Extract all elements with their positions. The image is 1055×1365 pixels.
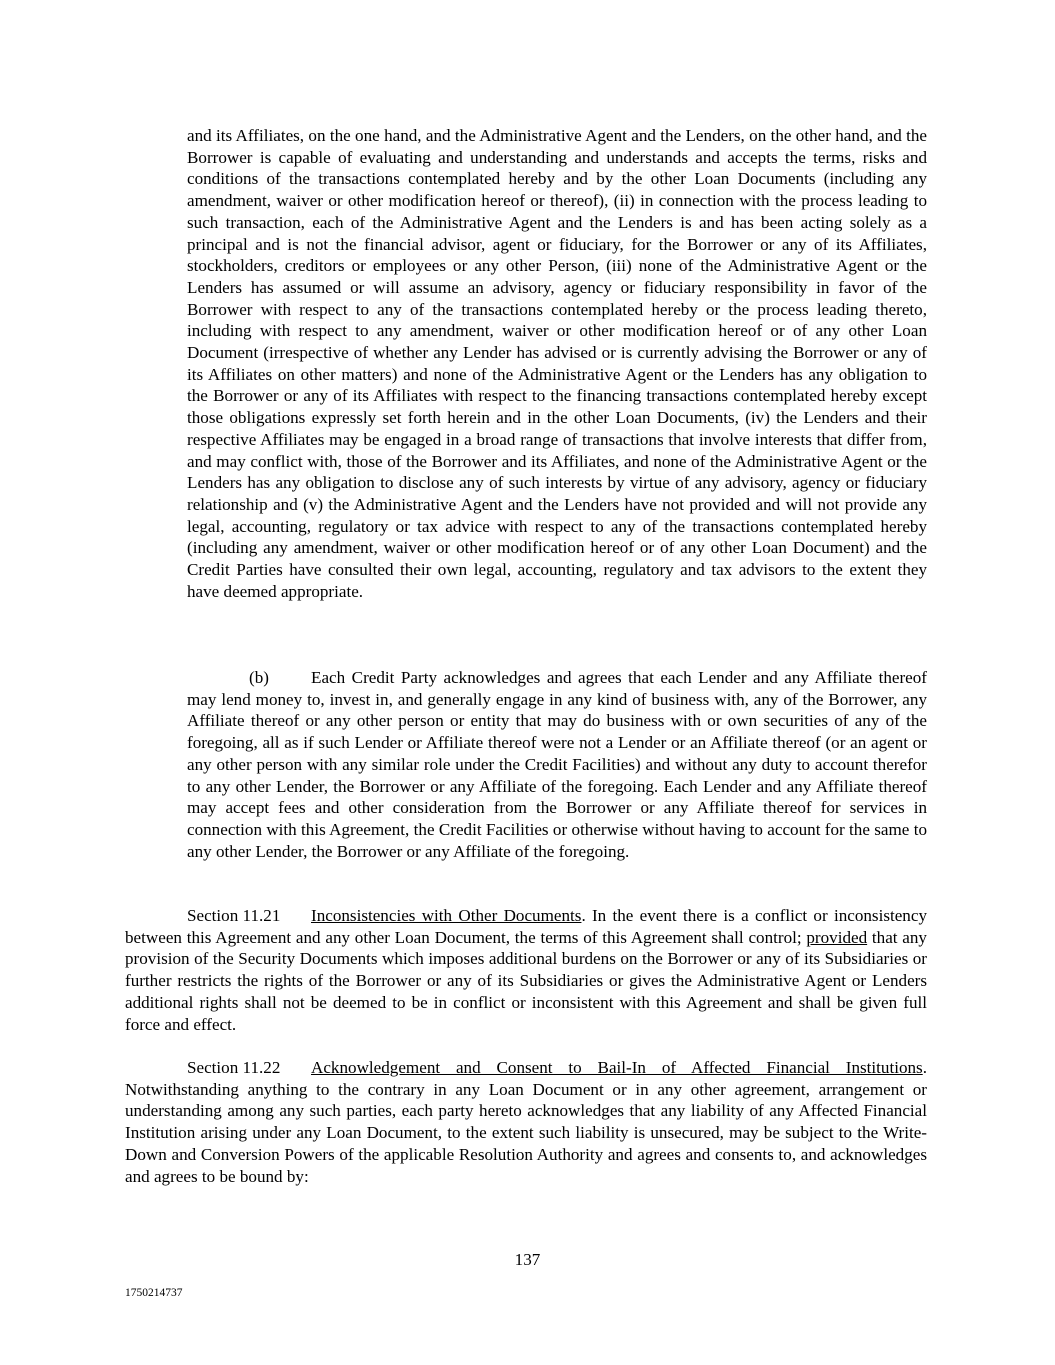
section-11-22 (125, 1057, 927, 1187)
section-11-21-text-2: that any provision of the Security Documents which imposes additional burdens on the Borrower or any of its Subsidiaries or further restricts the rights of the Borrower or any of its Subsidiaries or gives the Administrative Agent or Lenders additional rights shall not be deemed to be in conflict or inconsistent with this Agreement and shall be given full force and effect. (125, 927, 927, 1034)
section-11-21-heading: Inconsistencies with Other Documents (311, 906, 582, 925)
page-number: 137 (514, 1250, 541, 1269)
section-11-21 (125, 905, 927, 1035)
document-id: 1750214737 (125, 1287, 183, 1299)
provided-term: provided (806, 927, 868, 947)
section-11-22-text: . Notwithstanding anything to the contrary in any Loan Document or in any other agreement, arrangement or understanding among any such parties, each party hereto acknowledges that any liability of any Affected Financial Institution arising under any Loan Document, to the extent such liability is unsecured, may be subject to the Write-Down and Conversion Powers of the applicable Resolution Authority and agrees and consents to, and acknowledges and agrees to be bound by: (125, 1058, 927, 1186)
paragraph-b (187, 667, 927, 862)
paragraph-b-text: Each Credit Party acknowledges and agrees that each Lender and any Affiliate thereof may lend money to, invest in, and generally engage in any kind of business with, any of the Borrower, any Affiliate thereof or any other person or entity that may do business with or own securities of any of the foregoing, all as if such Lender or Affiliate thereof were not a Lender or an Affiliate thereof (or an agent or any other person with any similar role under the Credit Facilities) and without any duty to account therefor to any other Lender, the Borrower or any Affiliate of the foregoing. Each Lender and any Affiliate thereof may accept fees and other consideration from the Borrower or any Affiliate thereof for services in connection with this Agreement, the Credit Facilities or otherwise without having to account for the same to any other Lender, the Borrower or any Affiliate of the foregoing. (187, 668, 927, 861)
section-11-22-number: Section 11.22 (187, 1058, 281, 1077)
section-11-21-number: Section 11.21 (187, 906, 281, 925)
continuation-paragraph: and its Affiliates, on the one hand, and the Administrative Agent and the Lenders, on the other hand, and the Borrower is capable of evaluating and understanding and understands and accepts the terms, risks and conditions of the transactions contemplated hereby and by the other Loan Documents (including any amendment, waiver or other modification hereof or thereof), (ii) in connection with the process leading to such transaction, each of the Administrative Agent and the Lenders is and has been acting solely as a principal and is not the financial advisor, agent or fiduciary, for the Borrower or any of its Affiliates, stockholders, creditors or employees or any other Person, (iii) none of the Administrative Agent or the Lenders has assumed or will assume an advisory, agency or fiduciary responsibility in favor of the Borrower with respect to any of the transactions contemplated hereby or the process leading thereto, including with respect to any amendment, waiver or other modification hereof or of any other Loan Document (irrespective of whether any Lender has advised or is currently advising the Borrower or any of its Affiliates on other matters) and none of the Administrative Agent or the Lenders has any obligation to the Borrower or any of its Affiliates with respect to the financing transactions contemplated hereby except those obligations expressly set forth herein and in the other Loan Documents, (iv) the Lenders and their respective Affiliates may be engaged in a broad range of transactions that involve interests that differ from, and may conflict with, those of the Borrower and its Affiliates, and none of the Administrative Agent or the Lenders has any obligation to disclose any of such interests by virtue of any advisory, agency or fiduciary relationship and (v) the Administrative Agent and the Lenders have not provided and will not provide any legal, accounting, regulatory or tax advice with respect to any of the transactions contemplated hereby (including any amendment, waiver or other modification hereof or of any other Loan Document) and the Credit Parties have consulted their own legal, accounting, regulatory and tax advisors to the extent they have deemed appropriate. (187, 126, 927, 601)
section-11-21-text-1: . In the event there is a conflict or inconsistency between this Agreement and any other Loan Document, the terms of this Agreement shall control; (125, 906, 927, 947)
paragraph-b-label: (b) (249, 668, 269, 687)
section-11-22-heading: Acknowledgement and Consent to Bail-In of Affected Financial Institutions (311, 1058, 923, 1077)
